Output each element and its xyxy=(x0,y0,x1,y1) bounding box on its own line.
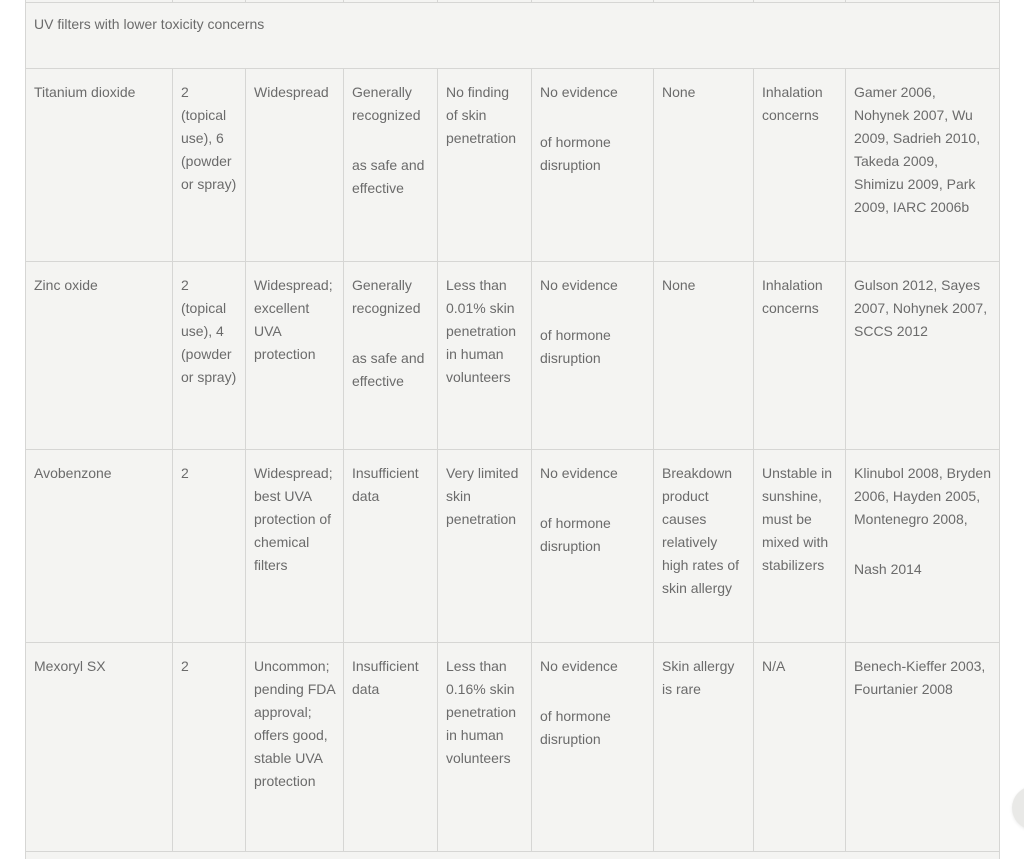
cell-score xyxy=(173,449,246,642)
cell-references xyxy=(846,68,1000,261)
previous-row-sliver xyxy=(26,0,1000,68)
cell-paragraph: 2 xyxy=(181,464,189,481)
cell-ingredient xyxy=(26,68,173,261)
section-header-row xyxy=(26,2,1000,68)
cell-paragraph: Widespread; excellent UVA protection xyxy=(254,276,333,362)
cell-paragraph: of hormone disruption xyxy=(540,514,611,554)
uv-filters-table xyxy=(25,0,1000,859)
table-row xyxy=(26,449,1000,642)
cell-paragraph: as safe and effective xyxy=(352,349,425,389)
cell-paragraph: of hormone disruption xyxy=(540,326,611,366)
cell-other-concerns xyxy=(654,642,754,851)
cell-safety-status xyxy=(344,449,438,642)
cell-paragraph: Generally recognized xyxy=(352,276,421,316)
cell-paragraph: 2 xyxy=(181,657,189,674)
cell-prevalence xyxy=(246,642,344,851)
cell-paragraph: Very limited skin penetration xyxy=(446,464,519,527)
cell-score xyxy=(173,68,246,261)
cell-paragraph: Generally recognized xyxy=(352,83,421,123)
next-section-row xyxy=(26,851,1000,859)
cell-paragraph: 2 (topical use), 6 (powder or spray) xyxy=(181,83,237,192)
cell-score xyxy=(173,642,246,851)
cell-paragraph: N/A xyxy=(762,657,786,674)
cell-paragraph: Avobenzone xyxy=(34,464,112,481)
cell-paragraph: as safe and effective xyxy=(352,156,425,196)
cell-ingredient xyxy=(26,642,173,851)
scroll-to-top-button[interactable] xyxy=(1012,786,1024,830)
cell-paragraph: No finding of skin penetration xyxy=(446,83,517,146)
cell-paragraph: Widespread; best UVA protection of chemical filters xyxy=(254,464,333,573)
cell-paragraph: No evidence xyxy=(540,83,618,100)
cell-paragraph: No evidence xyxy=(540,657,618,674)
table-row xyxy=(26,68,1000,261)
cell-paragraph: No evidence xyxy=(540,276,618,293)
table-row xyxy=(26,261,1000,449)
cell-skin-penetration xyxy=(438,261,532,449)
cell-paragraph: Less than 0.16% skin penetration in human volunteers xyxy=(446,657,517,766)
cell-paragraph: Skin allergy is rare xyxy=(662,657,735,697)
cell-prevalence xyxy=(246,261,344,449)
cell-stability xyxy=(754,68,846,261)
cell-skin-penetration xyxy=(438,68,532,261)
cell-paragraph: Klinubol 2008, Bryden 2006, Hayden 2005, Montenegro 2008, xyxy=(854,464,991,527)
cell-ingredient xyxy=(26,261,173,449)
cell-prevalence xyxy=(246,68,344,261)
cell-paragraph: Unstable in sunshine, must be mixed with stabilizers xyxy=(762,464,833,573)
cell-hormone-disruption xyxy=(532,642,654,851)
cell-prevalence xyxy=(246,449,344,642)
cell-paragraph: of hormone disruption xyxy=(540,707,611,747)
uv-table-body xyxy=(26,68,1000,851)
cell-other-concerns xyxy=(654,449,754,642)
cell-paragraph: Widespread xyxy=(254,83,329,100)
cell-safety-status xyxy=(344,68,438,261)
cell-stability xyxy=(754,261,846,449)
next-section-cell xyxy=(26,851,1000,859)
cell-paragraph: Breakdown product causes relatively high rates of skin allergy xyxy=(662,464,740,596)
cell-paragraph: Gamer 2006, Nohynek 2007, Wu 2009, Sadrieh 2010, Takeda 2009, Shimizu 2009, Park 2009, IARC 2006b xyxy=(854,83,981,215)
cell-other-concerns xyxy=(654,261,754,449)
cell-paragraph: Zinc oxide xyxy=(34,276,98,293)
section-header-cell xyxy=(26,2,1000,68)
table-row xyxy=(26,642,1000,851)
cell-paragraph: None xyxy=(662,83,696,100)
cell-paragraph: None xyxy=(662,276,696,293)
cell-paragraph: of hormone disruption xyxy=(540,133,611,173)
cell-paragraph: Insufficient data xyxy=(352,657,419,697)
cell-score xyxy=(173,261,246,449)
cell-paragraph: Mexoryl SX xyxy=(34,657,106,674)
cell-stability xyxy=(754,449,846,642)
section-header-text: UV filters with lower toxicity concerns xyxy=(34,15,265,32)
cell-paragraph: Inhalation concerns xyxy=(762,276,823,316)
cell-paragraph: Gulson 2012, Sayes 2007, Nohynek 2007, SCCS 2012 xyxy=(854,276,988,339)
cell-paragraph: Less than 0.01% skin penetration in human volunteers xyxy=(446,276,517,385)
cell-references xyxy=(846,261,1000,449)
cell-ingredient xyxy=(26,449,173,642)
cell-hormone-disruption xyxy=(532,449,654,642)
cell-references xyxy=(846,449,1000,642)
cell-hormone-disruption xyxy=(532,261,654,449)
cell-hormone-disruption xyxy=(532,68,654,261)
cell-paragraph: No evidence xyxy=(540,464,618,481)
next-section-band xyxy=(26,851,1000,859)
cell-skin-penetration xyxy=(438,642,532,851)
cell-paragraph: Uncommon; pending FDA approval; offers good, stable UVA protection xyxy=(254,657,335,789)
cell-paragraph: Benech-Kieffer 2003, Fourtanier 2008 xyxy=(854,657,986,697)
cell-safety-status xyxy=(344,642,438,851)
cell-paragraph: Nash 2014 xyxy=(854,560,922,577)
cell-skin-penetration xyxy=(438,449,532,642)
cell-paragraph: Insufficient data xyxy=(352,464,419,504)
cell-safety-status xyxy=(344,261,438,449)
cell-stability xyxy=(754,642,846,851)
cell-paragraph: Inhalation concerns xyxy=(762,83,823,123)
cell-other-concerns xyxy=(654,68,754,261)
cell-references xyxy=(846,642,1000,851)
cell-paragraph: Titanium dioxide xyxy=(34,83,136,100)
cell-paragraph: 2 (topical use), 4 (powder or spray) xyxy=(181,276,237,385)
